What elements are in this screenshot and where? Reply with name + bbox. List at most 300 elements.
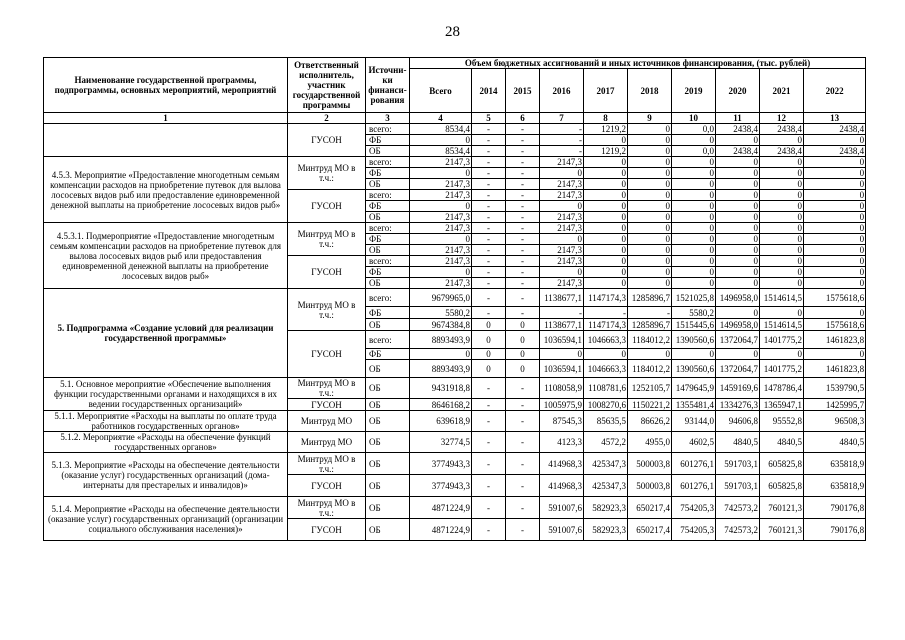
- value-year: 0: [472, 360, 506, 378]
- value-year: 0: [760, 349, 804, 360]
- funding-source: ОБ: [366, 212, 410, 223]
- value-year: -: [506, 157, 540, 168]
- value-total: 2147,3: [410, 179, 472, 190]
- value-year: 1219,2: [584, 146, 628, 157]
- value-year: 0: [804, 307, 866, 319]
- value-year: 0: [804, 157, 866, 168]
- value-year: 1461823,8: [804, 360, 866, 378]
- value-year: 1514614,5: [760, 319, 804, 331]
- value-year: 790176,8: [804, 519, 866, 541]
- value-year: 87545,3: [540, 411, 584, 432]
- activity-name: 5.1.2. Мероприятие «Расходы на обеспечение функций государственных органов»: [44, 432, 288, 453]
- value-year: 0: [672, 212, 716, 223]
- header-year: 2022: [804, 69, 866, 113]
- value-total: 0: [410, 168, 472, 179]
- value-total: 2147,3: [410, 256, 472, 267]
- value-total: 0: [410, 201, 472, 212]
- value-year: 2438,4: [760, 146, 804, 157]
- value-year: -: [506, 497, 540, 519]
- value-year: 0: [506, 319, 540, 331]
- value-total: 9431918,8: [410, 378, 472, 399]
- value-year: 0: [506, 349, 540, 360]
- column-number: 7: [540, 113, 584, 124]
- column-number: 2: [288, 113, 366, 124]
- funding-source: ОБ: [366, 432, 410, 453]
- funding-source: ОБ: [366, 475, 410, 497]
- value-total: 3774943,3: [410, 475, 472, 497]
- value-year: 0: [584, 190, 628, 201]
- value-year: 0: [628, 278, 672, 289]
- value-total: 32774,5: [410, 432, 472, 453]
- value-year: 1401775,2: [760, 331, 804, 349]
- value-year: 0: [506, 360, 540, 378]
- value-year: 0: [584, 278, 628, 289]
- value-year: 605825,8: [760, 453, 804, 475]
- value-year: 650217,4: [628, 497, 672, 519]
- funding-source: ОБ: [366, 319, 410, 331]
- value-year: 0: [628, 234, 672, 245]
- value-year: 1184012,2: [628, 331, 672, 349]
- responsible-executor: Минтруд МО в т.ч.:: [288, 223, 366, 256]
- value-year: -: [472, 135, 506, 146]
- value-year: 1521025,8: [672, 289, 716, 307]
- value-year: 1515445,6: [672, 319, 716, 331]
- value-year: 500003,8: [628, 453, 672, 475]
- value-year: -: [472, 519, 506, 541]
- value-year: 0: [804, 190, 866, 201]
- value-year: 1478786,4: [760, 378, 804, 399]
- value-year: 0: [584, 168, 628, 179]
- responsible-executor: Минтруд МО в т.ч.:: [288, 157, 366, 190]
- value-year: 2147,3: [540, 190, 584, 201]
- value-year: 1252105,7: [628, 378, 672, 399]
- value-year: -: [506, 212, 540, 223]
- value-year: -: [472, 168, 506, 179]
- value-year: -: [472, 190, 506, 201]
- value-year: 0: [584, 201, 628, 212]
- value-year: 0: [760, 256, 804, 267]
- value-year: 0: [628, 201, 672, 212]
- value-year: 2147,3: [540, 223, 584, 234]
- value-year: 0: [672, 245, 716, 256]
- activity-name: 5.1. Основное мероприятие «Обеспечение выполнения функции государственными органами и находящихся в их ведении государственных организаций»: [44, 378, 288, 411]
- value-year: 0: [716, 168, 760, 179]
- value-year: -: [506, 256, 540, 267]
- value-year: -: [506, 245, 540, 256]
- header-year: 2015: [506, 69, 540, 113]
- value-year: -: [540, 135, 584, 146]
- value-year: 1138677,1: [540, 319, 584, 331]
- value-year: 0: [628, 179, 672, 190]
- column-number: 11: [716, 113, 760, 124]
- header-year: 2018: [628, 69, 672, 113]
- value-total: 0: [410, 234, 472, 245]
- value-year: 0: [628, 135, 672, 146]
- responsible-executor: ГУСОН: [288, 399, 366, 411]
- value-year: 742573,2: [716, 497, 760, 519]
- column-number: 1: [44, 113, 288, 124]
- value-year: 4572,2: [584, 432, 628, 453]
- value-year: -: [472, 256, 506, 267]
- budget-table: [43, 57, 866, 541]
- responsible-executor: ГУСОН: [288, 190, 366, 223]
- value-year: 0: [804, 212, 866, 223]
- value-year: 1046663,3: [584, 331, 628, 349]
- table-row: [44, 378, 866, 399]
- value-year: 0: [804, 245, 866, 256]
- funding-source: ОБ: [366, 245, 410, 256]
- value-year: 0,0: [672, 124, 716, 135]
- column-number: 3: [366, 113, 410, 124]
- value-year: 0: [716, 190, 760, 201]
- value-year: -: [472, 432, 506, 453]
- activity-name: 5.1.1. Мероприятие «Расходы на выплаты по оплате труда работников государственных органов»: [44, 411, 288, 432]
- value-year: 5580,2: [672, 307, 716, 319]
- value-year: 0: [584, 234, 628, 245]
- value-year: -: [472, 307, 506, 319]
- value-year: 760121,3: [760, 497, 804, 519]
- header-volume: Объем бюджетных ассигнований и иных источников финансирования, (тыс. рублей): [410, 58, 866, 69]
- column-number: 4: [410, 113, 472, 124]
- value-year: -: [506, 223, 540, 234]
- value-year: 0: [672, 157, 716, 168]
- value-year: 4840,5: [804, 432, 866, 453]
- value-total: 4871224,9: [410, 497, 472, 519]
- value-year: 790176,8: [804, 497, 866, 519]
- header-year: 2020: [716, 69, 760, 113]
- value-total: 8534,4: [410, 146, 472, 157]
- value-year: 0: [716, 267, 760, 278]
- funding-source: ФБ: [366, 168, 410, 179]
- value-year: 0: [716, 307, 760, 319]
- value-year: 0: [506, 331, 540, 349]
- column-number: 6: [506, 113, 540, 124]
- value-year: -: [506, 146, 540, 157]
- responsible-executor: ГУСОН: [288, 519, 366, 541]
- value-year: 0: [760, 157, 804, 168]
- value-total: 2147,3: [410, 278, 472, 289]
- value-year: 0: [760, 267, 804, 278]
- funding-source: всего:: [366, 331, 410, 349]
- value-total: 9674384,8: [410, 319, 472, 331]
- value-year: 2147,3: [540, 256, 584, 267]
- value-year: 0: [804, 168, 866, 179]
- value-year: 0: [472, 349, 506, 360]
- value-year: 0: [760, 278, 804, 289]
- value-year: 2438,4: [760, 124, 804, 135]
- value-year: -: [506, 124, 540, 135]
- value-year: 0: [804, 234, 866, 245]
- value-year: 1285896,7: [628, 289, 672, 307]
- value-year: 0: [716, 135, 760, 146]
- value-year: -: [506, 201, 540, 212]
- value-year: 2147,3: [540, 245, 584, 256]
- value-year: -: [584, 307, 628, 319]
- value-year: 0: [628, 223, 672, 234]
- value-year: 0: [584, 267, 628, 278]
- value-year: 414968,3: [540, 475, 584, 497]
- value-year: -: [506, 135, 540, 146]
- value-year: 1459169,6: [716, 378, 760, 399]
- funding-source: ОБ: [366, 378, 410, 399]
- value-year: -: [472, 411, 506, 432]
- value-year: 742573,2: [716, 519, 760, 541]
- value-total: 4871224,9: [410, 519, 472, 541]
- value-year: 1147174,3: [584, 289, 628, 307]
- activity-name: 5. Подпрограмма «Создание условий для реализации государственной программы»: [44, 289, 288, 378]
- value-year: 1401775,2: [760, 360, 804, 378]
- value-year: 0: [628, 349, 672, 360]
- funding-source: всего:: [366, 223, 410, 234]
- value-year: 0,0: [672, 146, 716, 157]
- value-year: 1372064,7: [716, 331, 760, 349]
- value-year: 4840,5: [760, 432, 804, 453]
- value-year: 2147,3: [540, 179, 584, 190]
- value-year: 0: [628, 245, 672, 256]
- value-year: 0: [584, 256, 628, 267]
- value-year: -: [506, 179, 540, 190]
- value-year: -: [472, 289, 506, 307]
- value-year: -: [472, 267, 506, 278]
- value-total: 9679965,0: [410, 289, 472, 307]
- value-year: 0: [672, 256, 716, 267]
- value-year: 0: [716, 179, 760, 190]
- funding-source: всего:: [366, 256, 410, 267]
- responsible-executor: Минтруд МО в т.ч.:: [288, 497, 366, 519]
- value-year: 0: [584, 179, 628, 190]
- value-year: 0: [472, 331, 506, 349]
- value-year: -: [472, 453, 506, 475]
- value-total: 2147,3: [410, 212, 472, 223]
- value-year: 0: [804, 278, 866, 289]
- value-total: 0: [410, 135, 472, 146]
- value-year: 0: [716, 245, 760, 256]
- value-year: 1008270,6: [584, 399, 628, 411]
- value-year: 0: [760, 135, 804, 146]
- value-year: 0: [716, 349, 760, 360]
- value-year: -: [472, 378, 506, 399]
- value-year: 0: [760, 190, 804, 201]
- value-year: 591007,6: [540, 497, 584, 519]
- value-year: 1005975,9: [540, 399, 584, 411]
- column-number: 10: [672, 113, 716, 124]
- value-year: 1539790,5: [804, 378, 866, 399]
- column-number: 12: [760, 113, 804, 124]
- table-row: [44, 453, 866, 475]
- value-year: 1334276,3: [716, 399, 760, 411]
- header-source: Источни-ки финанси-рования: [366, 58, 410, 113]
- value-year: 0: [672, 190, 716, 201]
- value-year: 1365947,1: [760, 399, 804, 411]
- value-year: 0: [804, 201, 866, 212]
- value-year: -: [506, 289, 540, 307]
- header-year: 2019: [672, 69, 716, 113]
- responsible-executor: Минтруд МО: [288, 411, 366, 432]
- responsible-executor: Минтруд МО в т.ч.:: [288, 289, 366, 331]
- value-year: -: [472, 399, 506, 411]
- value-total: 639618,9: [410, 411, 472, 432]
- value-year: 0: [540, 168, 584, 179]
- value-year: 2438,4: [804, 124, 866, 135]
- value-year: 2147,3: [540, 212, 584, 223]
- funding-source: ФБ: [366, 234, 410, 245]
- value-year: 0: [672, 201, 716, 212]
- column-number-row: [44, 113, 866, 124]
- value-year: 0: [472, 319, 506, 331]
- value-year: 754205,3: [672, 497, 716, 519]
- header-year: 2016: [540, 69, 584, 113]
- value-year: 94606,8: [716, 411, 760, 432]
- value-total: 2147,3: [410, 190, 472, 201]
- funding-source: ОБ: [366, 497, 410, 519]
- value-year: 0: [716, 278, 760, 289]
- value-year: 2147,3: [540, 157, 584, 168]
- value-year: -: [506, 519, 540, 541]
- value-year: 1138677,1: [540, 289, 584, 307]
- value-year: 582923,3: [584, 519, 628, 541]
- value-total: 8646168,2: [410, 399, 472, 411]
- value-year: -: [472, 124, 506, 135]
- activity-name: 5.1.4. Мероприятие «Расходы на обеспечение деятельности (оказание услуг) государственных организаций (организации социального обслуживания населения)»: [44, 497, 288, 541]
- header-year: 2014: [472, 69, 506, 113]
- value-year: -: [506, 453, 540, 475]
- value-year: 1372064,7: [716, 360, 760, 378]
- value-total: 8893493,9: [410, 360, 472, 378]
- value-total: 0: [410, 267, 472, 278]
- funding-source: ОБ: [366, 179, 410, 190]
- value-total: 2147,3: [410, 223, 472, 234]
- value-year: 500003,8: [628, 475, 672, 497]
- funding-source: всего:: [366, 190, 410, 201]
- funding-source: ФБ: [366, 201, 410, 212]
- value-year: 0: [584, 245, 628, 256]
- responsible-executor: ГУСОН: [288, 124, 366, 157]
- value-year: -: [472, 157, 506, 168]
- value-year: -: [472, 212, 506, 223]
- activity-name: 4.5.3. Мероприятие «Предоставление многодетным семьям компенсации расходов на приобретение путевок для вылова лососевых видов рыб или предоставление единовременной денежной выплаты на приобретение лососевых видов рыб»: [44, 157, 288, 223]
- value-year: 0: [760, 179, 804, 190]
- value-year: 4840,5: [716, 432, 760, 453]
- value-year: 0: [672, 179, 716, 190]
- value-year: 1046663,3: [584, 360, 628, 378]
- value-year: 0: [716, 234, 760, 245]
- value-year: 0: [716, 256, 760, 267]
- value-year: 4602,5: [672, 432, 716, 453]
- funding-source: ФБ: [366, 267, 410, 278]
- header-total: Всего: [410, 69, 472, 113]
- activity-name: 5.1.3. Мероприятие «Расходы на обеспечение деятельности (оказание услуг) государственных организаций (дома-интернаты для престарелых и инвалидов)»: [44, 453, 288, 497]
- activity-name: 4.5.3.1. Подмероприятие «Предоставление многодетным семьям компенсации расходов на приобретение путевок для вылова лососевых видов рыб или предоставления единовременной денежной выплаты на приобретение лососевых видов рыб»: [44, 223, 288, 289]
- value-year: 0: [804, 349, 866, 360]
- value-year: 0: [760, 307, 804, 319]
- responsible-executor: Минтруд МО в т.ч.:: [288, 453, 366, 475]
- value-year: 0: [672, 135, 716, 146]
- value-year: 4955,0: [628, 432, 672, 453]
- value-year: 0: [716, 212, 760, 223]
- value-year: 2147,3: [540, 278, 584, 289]
- value-year: 1184012,2: [628, 360, 672, 378]
- header-responsible: Ответственный исполнитель, участник государственной программы: [288, 58, 366, 113]
- value-year: 582923,3: [584, 497, 628, 519]
- value-year: 0: [584, 223, 628, 234]
- value-year: 93144,0: [672, 411, 716, 432]
- value-year: 0: [716, 201, 760, 212]
- responsible-executor: ГУСОН: [288, 256, 366, 289]
- table-row: [44, 157, 866, 168]
- value-year: -: [506, 411, 540, 432]
- value-total: 0: [410, 349, 472, 360]
- header-name: Наименование государственной программы, подпрограммы, основных мероприятий, мероприятий: [44, 58, 288, 113]
- value-year: 1575618,6: [804, 319, 866, 331]
- value-year: -: [472, 245, 506, 256]
- value-year: 635818,9: [804, 475, 866, 497]
- value-year: 0: [804, 179, 866, 190]
- value-year: 754205,3: [672, 519, 716, 541]
- value-year: 1108058,9: [540, 378, 584, 399]
- table-row: [44, 124, 866, 135]
- value-year: 1575618,6: [804, 289, 866, 307]
- value-year: 1036594,1: [540, 331, 584, 349]
- value-year: 1036594,1: [540, 360, 584, 378]
- value-year: 591007,6: [540, 519, 584, 541]
- value-year: 0: [628, 124, 672, 135]
- value-year: 0: [760, 168, 804, 179]
- value-total: 3774943,3: [410, 453, 472, 475]
- value-year: 601276,1: [672, 475, 716, 497]
- value-year: 0: [672, 234, 716, 245]
- value-year: 0: [760, 212, 804, 223]
- value-year: 601276,1: [672, 453, 716, 475]
- value-year: 0: [716, 157, 760, 168]
- header-year: 2021: [760, 69, 804, 113]
- value-year: -: [506, 475, 540, 497]
- value-year: 760121,3: [760, 519, 804, 541]
- value-year: -: [472, 201, 506, 212]
- value-year: -: [506, 267, 540, 278]
- value-year: 1285896,7: [628, 319, 672, 331]
- value-year: 86626,2: [628, 411, 672, 432]
- value-year: 0: [760, 234, 804, 245]
- value-year: 0: [672, 168, 716, 179]
- value-year: 0: [760, 245, 804, 256]
- value-year: -: [472, 497, 506, 519]
- value-year: 85635,5: [584, 411, 628, 432]
- value-year: -: [472, 223, 506, 234]
- value-year: 0: [804, 135, 866, 146]
- value-year: 0: [540, 201, 584, 212]
- responsible-executor: ГУСОН: [288, 475, 366, 497]
- value-year: 1514614,5: [760, 289, 804, 307]
- value-year: -: [472, 146, 506, 157]
- responsible-executor: ГУСОН: [288, 331, 366, 378]
- funding-source: ФБ: [366, 135, 410, 146]
- value-year: 0: [540, 349, 584, 360]
- value-year: 1108781,6: [584, 378, 628, 399]
- value-year: 0: [540, 267, 584, 278]
- activity-name: [44, 124, 288, 157]
- funding-source: ФБ: [366, 349, 410, 360]
- value-year: 0: [628, 168, 672, 179]
- value-year: 96508,3: [804, 411, 866, 432]
- value-year: -: [506, 190, 540, 201]
- value-total: 8893493,9: [410, 331, 472, 349]
- value-year: -: [472, 475, 506, 497]
- value-year: -: [540, 124, 584, 135]
- value-year: 0: [672, 278, 716, 289]
- value-year: 0: [672, 267, 716, 278]
- page-number: 28: [445, 24, 460, 40]
- value-year: 2438,4: [716, 146, 760, 157]
